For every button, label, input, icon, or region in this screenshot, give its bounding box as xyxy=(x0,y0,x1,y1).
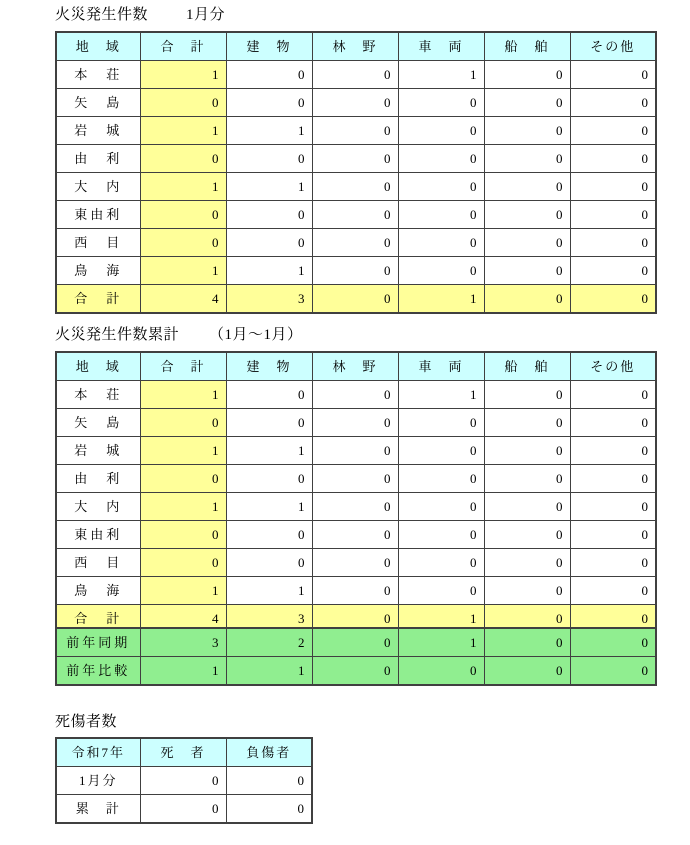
cell-total: 1 xyxy=(140,117,226,145)
cell-vessel: 0 xyxy=(484,549,570,577)
column-header-vessel: 船 舶 xyxy=(484,352,570,381)
cell-forest: 0 xyxy=(312,117,398,145)
row-label: 西 目 xyxy=(56,229,140,257)
cumulative-fire-table xyxy=(55,351,657,634)
total-cell-forest: 0 xyxy=(312,605,398,634)
table-row xyxy=(56,549,656,577)
monthly-fire-table xyxy=(55,31,657,314)
total-cell-vessel: 0 xyxy=(484,605,570,634)
total-row-label: 合 計 xyxy=(56,605,140,634)
cell-vehicle: 0 xyxy=(398,409,484,437)
cell-total: 0 xyxy=(140,145,226,173)
column-header-injuries: 負傷者 xyxy=(226,738,312,767)
total-cell-total: 4 xyxy=(140,285,226,314)
cell-other: 0 xyxy=(570,577,656,605)
cell-vessel: 0 xyxy=(484,229,570,257)
cell-vessel: 0 xyxy=(484,117,570,145)
cell-vehicle: 0 xyxy=(398,229,484,257)
table-row xyxy=(56,521,656,549)
row-label: 前年同期 xyxy=(56,628,140,657)
row-label: 大 内 xyxy=(56,493,140,521)
row-label: 矢 島 xyxy=(56,89,140,117)
cell-vessel: 0 xyxy=(484,577,570,605)
cell-other: 0 xyxy=(570,465,656,493)
cell-vehicle: 0 xyxy=(398,145,484,173)
cell-forest: 0 xyxy=(312,61,398,89)
cell-vehicle: 1 xyxy=(398,61,484,89)
row-label: 岩 城 xyxy=(56,117,140,145)
cumulative-section-title xyxy=(55,325,303,345)
monthly-subtitle-text: 1月分 xyxy=(186,7,226,23)
cell-vessel: 0 xyxy=(484,173,570,201)
row-label: 鳥 海 xyxy=(56,577,140,605)
cell-other: 0 xyxy=(570,628,656,657)
cell-other: 0 xyxy=(570,493,656,521)
row-label: 西 目 xyxy=(56,549,140,577)
table-row xyxy=(56,493,656,521)
cell-vehicle: 0 xyxy=(398,465,484,493)
cell-vessel: 0 xyxy=(484,628,570,657)
cell-other: 0 xyxy=(570,229,656,257)
cell-vehicle: 0 xyxy=(398,117,484,145)
cell-building: 0 xyxy=(226,521,312,549)
cell-total: 3 xyxy=(140,628,226,657)
cell-total: 1 xyxy=(140,381,226,409)
table-row xyxy=(56,173,656,201)
cell-forest: 0 xyxy=(312,628,398,657)
cell-building: 0 xyxy=(226,381,312,409)
cell-vehicle: 0 xyxy=(398,437,484,465)
cell-building: 0 xyxy=(226,409,312,437)
table-row xyxy=(56,201,656,229)
cell-total: 0 xyxy=(140,521,226,549)
column-header-region: 地 域 xyxy=(56,352,140,381)
cell-building: 2 xyxy=(226,628,312,657)
total-cell-total: 4 xyxy=(140,605,226,634)
total-cell-vehicle: 1 xyxy=(398,605,484,634)
cell-vessel: 0 xyxy=(484,89,570,117)
column-header-vehicle: 車 両 xyxy=(398,32,484,61)
table-row xyxy=(56,61,656,89)
column-header-total: 合 計 xyxy=(140,32,226,61)
cell-building: 1 xyxy=(226,117,312,145)
table-header-row xyxy=(56,738,312,767)
comparison-row-previous-year xyxy=(56,628,656,657)
row-label: 鳥 海 xyxy=(56,257,140,285)
table-row xyxy=(56,229,656,257)
cell-vessel: 0 xyxy=(484,465,570,493)
cell-building: 0 xyxy=(226,145,312,173)
cell-total: 0 xyxy=(140,229,226,257)
column-header-forest: 林 野 xyxy=(312,32,398,61)
cell-forest: 0 xyxy=(312,437,398,465)
total-cell-other: 0 xyxy=(570,605,656,634)
cell-building: 1 xyxy=(226,257,312,285)
cell-vessel: 0 xyxy=(484,657,570,686)
cell-forest: 0 xyxy=(312,89,398,117)
cell-other: 0 xyxy=(570,89,656,117)
cell-vehicle: 0 xyxy=(398,577,484,605)
cell-injuries: 0 xyxy=(226,795,312,824)
cell-other: 0 xyxy=(570,201,656,229)
cell-forest: 0 xyxy=(312,409,398,437)
table-row xyxy=(56,577,656,605)
table-row xyxy=(56,89,656,117)
cell-forest: 0 xyxy=(312,173,398,201)
cell-forest: 0 xyxy=(312,657,398,686)
cell-vehicle: 0 xyxy=(398,89,484,117)
column-header-building: 建 物 xyxy=(226,32,312,61)
cell-vessel: 0 xyxy=(484,201,570,229)
table-total-row xyxy=(56,285,656,314)
cell-vehicle: 1 xyxy=(398,628,484,657)
row-label: 累 計 xyxy=(56,795,140,824)
monthly-section-title xyxy=(55,5,225,25)
cell-deaths: 0 xyxy=(140,767,226,795)
cell-building: 0 xyxy=(226,549,312,577)
cell-vessel: 0 xyxy=(484,61,570,89)
cell-other: 0 xyxy=(570,437,656,465)
table-row xyxy=(56,381,656,409)
casualty-section-title xyxy=(55,712,117,732)
cell-total: 1 xyxy=(140,437,226,465)
table-row xyxy=(56,145,656,173)
row-label: 岩 城 xyxy=(56,437,140,465)
cell-vehicle: 0 xyxy=(398,201,484,229)
table-header-row xyxy=(56,352,656,381)
cell-other: 0 xyxy=(570,409,656,437)
cell-forest: 0 xyxy=(312,577,398,605)
table-row xyxy=(56,409,656,437)
comparison-row-difference xyxy=(56,657,656,686)
cumulative-title-text: 火災発生件数累計 xyxy=(55,327,180,343)
table-row xyxy=(56,257,656,285)
column-header-deaths: 死 者 xyxy=(140,738,226,767)
cell-total: 0 xyxy=(140,201,226,229)
cell-vehicle: 0 xyxy=(398,549,484,577)
cell-forest: 0 xyxy=(312,201,398,229)
total-cell-building: 3 xyxy=(226,605,312,634)
cell-other: 0 xyxy=(570,173,656,201)
cell-other: 0 xyxy=(570,145,656,173)
table-row xyxy=(56,465,656,493)
cell-building: 1 xyxy=(226,493,312,521)
table-row xyxy=(56,795,312,824)
cell-vessel: 0 xyxy=(484,257,570,285)
cell-building: 0 xyxy=(226,465,312,493)
cell-total: 0 xyxy=(140,465,226,493)
cell-building: 1 xyxy=(226,437,312,465)
cell-vehicle: 0 xyxy=(398,257,484,285)
row-label: 矢 島 xyxy=(56,409,140,437)
row-label: 東由利 xyxy=(56,521,140,549)
table-row xyxy=(56,767,312,795)
cell-forest: 0 xyxy=(312,145,398,173)
cell-other: 0 xyxy=(570,521,656,549)
table-row xyxy=(56,117,656,145)
row-label: 前年比較 xyxy=(56,657,140,686)
cell-building: 1 xyxy=(226,657,312,686)
row-label: 本 荘 xyxy=(56,61,140,89)
row-label: 本 荘 xyxy=(56,381,140,409)
total-cell-vessel: 0 xyxy=(484,285,570,314)
total-cell-vehicle: 1 xyxy=(398,285,484,314)
cell-forest: 0 xyxy=(312,493,398,521)
cell-other: 0 xyxy=(570,61,656,89)
column-header-other: その他 xyxy=(570,352,656,381)
column-header-other: その他 xyxy=(570,32,656,61)
cell-total: 1 xyxy=(140,257,226,285)
cell-building: 0 xyxy=(226,89,312,117)
monthly-title-text: 火災発生件数 xyxy=(55,7,149,23)
year-comparison-table xyxy=(55,627,657,686)
cell-vessel: 0 xyxy=(484,409,570,437)
column-header-forest: 林 野 xyxy=(312,352,398,381)
cell-vessel: 0 xyxy=(484,381,570,409)
column-header-era-year: 令和7年 xyxy=(56,738,140,767)
column-header-vessel: 船 舶 xyxy=(484,32,570,61)
total-row-label: 合 計 xyxy=(56,285,140,314)
cell-total: 0 xyxy=(140,549,226,577)
cell-vehicle: 0 xyxy=(398,173,484,201)
cell-forest: 0 xyxy=(312,229,398,257)
cell-vessel: 0 xyxy=(484,493,570,521)
row-label: 1月分 xyxy=(56,767,140,795)
total-cell-building: 3 xyxy=(226,285,312,314)
row-label: 大 内 xyxy=(56,173,140,201)
cell-vehicle: 1 xyxy=(398,381,484,409)
cumulative-subtitle-text: （1月～1月） xyxy=(209,327,303,343)
cell-vessel: 0 xyxy=(484,521,570,549)
column-header-building: 建 物 xyxy=(226,352,312,381)
cell-building: 1 xyxy=(226,577,312,605)
total-cell-forest: 0 xyxy=(312,285,398,314)
cell-building: 1 xyxy=(226,173,312,201)
cell-building: 0 xyxy=(226,61,312,89)
cell-other: 0 xyxy=(570,381,656,409)
cell-injuries: 0 xyxy=(226,767,312,795)
column-header-vehicle: 車 両 xyxy=(398,352,484,381)
cell-vehicle: 0 xyxy=(398,521,484,549)
cell-other: 0 xyxy=(570,257,656,285)
column-header-region: 地 域 xyxy=(56,32,140,61)
row-label: 東由利 xyxy=(56,201,140,229)
cell-total: 0 xyxy=(140,89,226,117)
table-header-row xyxy=(56,32,656,61)
cell-vehicle: 0 xyxy=(398,493,484,521)
cell-other: 0 xyxy=(570,117,656,145)
cell-forest: 0 xyxy=(312,381,398,409)
cell-total: 1 xyxy=(140,577,226,605)
cell-other: 0 xyxy=(570,657,656,686)
cell-forest: 0 xyxy=(312,521,398,549)
table-row xyxy=(56,437,656,465)
cell-building: 0 xyxy=(226,229,312,257)
cell-forest: 0 xyxy=(312,549,398,577)
column-header-total: 合 計 xyxy=(140,352,226,381)
cell-vehicle: 0 xyxy=(398,657,484,686)
row-label: 由 利 xyxy=(56,145,140,173)
total-cell-other: 0 xyxy=(570,285,656,314)
cell-building: 0 xyxy=(226,201,312,229)
cell-vessel: 0 xyxy=(484,145,570,173)
cell-total: 1 xyxy=(140,493,226,521)
casualty-title-text: 死傷者数 xyxy=(55,714,118,730)
cell-total: 0 xyxy=(140,409,226,437)
cell-forest: 0 xyxy=(312,465,398,493)
row-label: 由 利 xyxy=(56,465,140,493)
cell-total: 1 xyxy=(140,657,226,686)
cell-vessel: 0 xyxy=(484,437,570,465)
cell-total: 1 xyxy=(140,173,226,201)
cell-forest: 0 xyxy=(312,257,398,285)
cell-other: 0 xyxy=(570,549,656,577)
cell-deaths: 0 xyxy=(140,795,226,824)
cell-total: 1 xyxy=(140,61,226,89)
casualty-table xyxy=(55,737,313,824)
